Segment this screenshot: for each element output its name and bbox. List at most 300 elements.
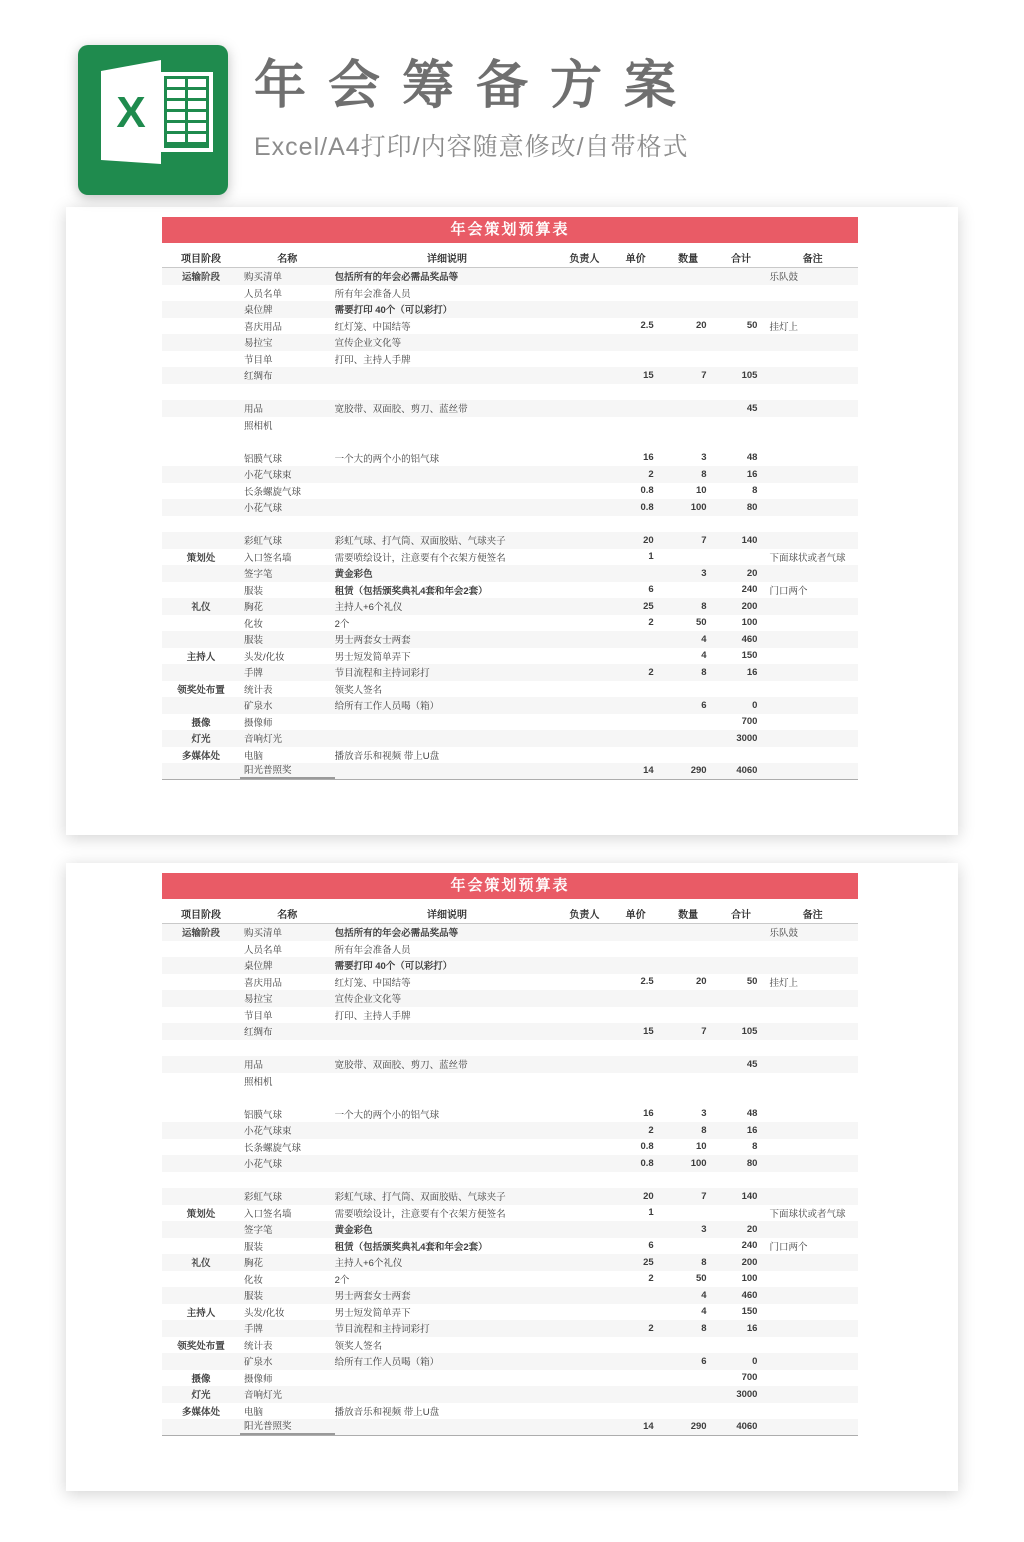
- cell-total: 150: [741, 1306, 758, 1318]
- cell-total: 700: [741, 716, 758, 728]
- cell-quantity: 7: [701, 534, 707, 546]
- cell-stage: 摄像: [191, 717, 211, 729]
- cell-name: 入口签名墙: [243, 552, 292, 564]
- cell-name: 电脑: [243, 1406, 263, 1418]
- cell-note: 门口两个: [769, 585, 808, 597]
- column-header: 单价: [625, 254, 646, 265]
- cell-name: 购买清单: [243, 272, 282, 284]
- cell-name: 铝膜气球: [243, 1109, 282, 1121]
- cell-quantity: 6: [701, 699, 707, 711]
- table-row: [162, 1040, 858, 1057]
- cell-unit-price: 2: [648, 666, 654, 678]
- table-row: [162, 1353, 858, 1370]
- cell-quantity: 8: [701, 468, 707, 480]
- cell-name: 手牌: [243, 668, 263, 680]
- table-row: [162, 974, 858, 991]
- table-header-row: [162, 904, 858, 924]
- table-row: [162, 1238, 858, 1255]
- table-row: [162, 990, 858, 1007]
- cell-total: 50: [746, 320, 758, 332]
- page-header: [0, 0, 1024, 195]
- cell-description: 领奖人签名: [334, 1340, 383, 1352]
- cell-name: 小花气球: [243, 503, 282, 515]
- cell-description: 所有年会准备人员: [334, 944, 411, 956]
- cell-description: 所有年会准备人员: [334, 288, 411, 300]
- cell-stage: 主持人: [186, 1307, 216, 1319]
- cell-unit-price: 20: [643, 1190, 654, 1202]
- table-row: [162, 1337, 858, 1354]
- table-row: [162, 1155, 858, 1172]
- table-row: [162, 1419, 858, 1436]
- cell-name: 小花气球束: [243, 470, 292, 482]
- cell-name: 人员名单: [243, 288, 282, 300]
- cell-unit-price: 1: [648, 1207, 654, 1219]
- cell-unit-price: 1: [648, 551, 654, 563]
- cell-stage: 多媒体处: [181, 750, 220, 762]
- cell-quantity: 50: [695, 617, 707, 629]
- cell-description: 打印、主持人手牌: [334, 1010, 411, 1022]
- cell-total: 20: [746, 567, 758, 579]
- cell-unit-price: 25: [643, 600, 654, 612]
- table-row: [162, 631, 858, 648]
- cell-stage: 策划处: [186, 1208, 216, 1220]
- preview-panel-2[interactable]: [66, 863, 958, 1491]
- table-row: [162, 1056, 858, 1073]
- cell-description: 节目流程和主持词彩打: [334, 1324, 430, 1336]
- table-row: [162, 483, 858, 500]
- cell-description: 男士两套女士两套: [334, 1291, 411, 1303]
- cell-name: 易拉宝: [243, 338, 273, 350]
- budget-sheet: [162, 873, 858, 1436]
- cell-quantity: 50: [695, 1273, 707, 1285]
- column-header: 单价: [625, 910, 646, 921]
- cell-name: 桌位牌: [243, 961, 273, 973]
- cell-stage: 运输阶段: [181, 272, 220, 284]
- cell-unit-price: 16: [643, 452, 654, 464]
- cell-stage: 主持人: [186, 651, 216, 663]
- table-row: [162, 367, 858, 384]
- cell-description: 主持人+6个礼仪: [334, 602, 403, 614]
- column-header: 详细说明: [426, 910, 467, 921]
- cell-name: 胸花: [243, 602, 263, 614]
- table-row: [162, 268, 858, 285]
- table-row: [162, 1287, 858, 1304]
- table-row: [162, 747, 858, 764]
- cell-name: 签字笔: [243, 569, 273, 581]
- cell-description: 播放音乐和视频 带上U盘: [334, 1406, 440, 1418]
- cell-name: 照相机: [243, 1076, 273, 1088]
- cell-unit-price: 2: [648, 1124, 654, 1136]
- cell-description: 红灯笼、中国结等: [334, 321, 411, 333]
- cell-stage: 多媒体处: [181, 1406, 220, 1418]
- cell-description: 节目流程和主持词彩打: [334, 668, 430, 680]
- cell-description: 租赁（包括颁奖典礼4套和年会2套）: [334, 1241, 488, 1253]
- table-row: [162, 1023, 858, 1040]
- cell-quantity: 7: [701, 1025, 707, 1037]
- cell-stage: 摄像: [191, 1373, 211, 1385]
- cell-quantity: 10: [695, 485, 707, 497]
- table-row: [162, 433, 858, 450]
- table-row: [162, 582, 858, 599]
- cell-description: 一个大的两个小的铝气球: [334, 453, 440, 465]
- cell-stage: 运输阶段: [181, 928, 220, 940]
- table-row: [162, 565, 858, 582]
- table-row: [162, 763, 858, 780]
- cell-quantity: 3: [701, 452, 707, 464]
- cell-name: 彩虹气球: [243, 1192, 282, 1204]
- cell-quantity: 6: [701, 1355, 707, 1367]
- cell-unit-price: 2.5: [640, 320, 654, 332]
- cell-stage: 灯光: [191, 734, 211, 746]
- cell-quantity: 20: [695, 976, 707, 988]
- cell-description: 需要喷绘设计，注意要有个衣架方便签名: [334, 1208, 506, 1220]
- cell-total: 140: [741, 534, 758, 546]
- cell-stage: 领奖处布置: [177, 1340, 225, 1352]
- column-header: 名称: [277, 910, 298, 921]
- table-row: [162, 1254, 858, 1271]
- cell-unit-price: 16: [643, 1108, 654, 1120]
- cell-total: 80: [746, 501, 758, 513]
- column-header: 负责人: [569, 254, 600, 265]
- excel-logo-icon: [78, 45, 228, 195]
- cell-total: 80: [746, 1157, 758, 1169]
- cell-quantity: 7: [701, 1190, 707, 1202]
- cell-name: 电脑: [243, 750, 263, 762]
- cell-total: 700: [741, 1372, 758, 1384]
- table-row: [162, 516, 858, 533]
- table-row: [162, 714, 858, 731]
- table-row: [162, 730, 858, 747]
- table-row: [162, 417, 858, 434]
- cell-unit-price: 0.8: [640, 1157, 654, 1169]
- cell-unit-price: 0.8: [640, 485, 654, 497]
- cell-unit-price: 25: [643, 1256, 654, 1268]
- cell-name: 阳光普照奖: [240, 763, 335, 779]
- table-body: [162, 924, 858, 1436]
- table-body: [162, 268, 858, 780]
- table-row: [162, 1188, 858, 1205]
- column-header: 负责人: [569, 910, 600, 921]
- cell-quantity: 4: [701, 633, 707, 645]
- table-row: [162, 301, 858, 318]
- table-row: [162, 957, 858, 974]
- column-header: 数量: [678, 910, 699, 921]
- cell-name: 照相机: [243, 420, 273, 432]
- cell-name: 矿泉水: [243, 1357, 273, 1369]
- cell-quantity: 20: [695, 320, 707, 332]
- cell-name: 统计表: [243, 684, 273, 696]
- table-row: [162, 450, 858, 467]
- cell-name: 服装: [243, 585, 263, 597]
- cell-quantity: 8: [701, 666, 707, 678]
- cell-name: 阳光普照奖: [240, 1419, 335, 1435]
- cell-name: 音响灯光: [243, 734, 282, 746]
- cell-name: 长条螺旋气球: [243, 486, 301, 498]
- table-row: [162, 1205, 858, 1222]
- cell-total: 4060: [736, 1421, 758, 1433]
- table-row: [162, 941, 858, 958]
- cell-stage: 领奖处布置: [177, 684, 225, 696]
- cell-quantity: 4: [701, 1306, 707, 1318]
- cell-name: 节目单: [243, 354, 273, 366]
- cell-name: 喜庆用品: [243, 321, 282, 333]
- table-row: [162, 681, 858, 698]
- cell-total: 16: [746, 1322, 758, 1334]
- cell-quantity: 8: [701, 600, 707, 612]
- table-row: [162, 1221, 858, 1238]
- column-header: 项目阶段: [180, 910, 221, 921]
- table-row: [162, 615, 858, 632]
- cell-description: 宣传企业文化等: [334, 994, 402, 1006]
- cell-unit-price: 2: [648, 617, 654, 629]
- cell-name: 头发/化妆: [243, 651, 285, 663]
- cell-quantity: 290: [690, 1421, 707, 1433]
- table-row: [162, 1271, 858, 1288]
- cell-description: 领奖人签名: [334, 684, 383, 696]
- cell-description: 男士两套女士两套: [334, 635, 411, 647]
- table-row: [162, 334, 858, 351]
- sheet-title-banner: 年会策划预算表: [162, 217, 858, 243]
- cell-unit-price: 0.8: [640, 501, 654, 513]
- cell-description: 男士短发简单弄下: [334, 651, 411, 663]
- cell-total: 105: [741, 1025, 758, 1037]
- cell-unit-price: 0.8: [640, 1141, 654, 1153]
- cell-stage: 灯光: [191, 1390, 211, 1402]
- cell-name: 桌位牌: [243, 305, 273, 317]
- cell-total: 100: [741, 1273, 758, 1285]
- cell-total: 48: [746, 1108, 758, 1120]
- table-header-row: [162, 248, 858, 268]
- cell-total: 200: [741, 600, 758, 612]
- cell-quantity: 290: [690, 765, 707, 777]
- cell-description: 男士短发简单弄下: [334, 1307, 411, 1319]
- cell-description: 2个: [334, 618, 350, 630]
- table-row: [162, 924, 858, 941]
- table-row: [162, 1403, 858, 1420]
- cell-description: 一个大的两个小的铝气球: [334, 1109, 440, 1121]
- cell-note: 乐队鼓: [769, 928, 798, 940]
- cell-unit-price: 2.5: [640, 976, 654, 988]
- column-header: 数量: [678, 254, 699, 265]
- cell-total: 8: [752, 1141, 758, 1153]
- table-row: [162, 1139, 858, 1156]
- cell-total: 0: [752, 1355, 758, 1367]
- cell-description: 黄金彩色: [334, 569, 373, 581]
- cell-total: 4060: [736, 765, 758, 777]
- cell-total: 460: [741, 633, 758, 645]
- cell-name: 签字笔: [243, 1225, 273, 1237]
- cell-quantity: 100: [690, 1157, 707, 1169]
- sheet-title-banner: 年会策划预算表: [162, 873, 858, 899]
- cell-total: 105: [741, 369, 758, 381]
- cell-name: 彩虹气球: [243, 536, 282, 548]
- page-title: 年会筹备方案: [254, 58, 699, 115]
- table-row: [162, 1304, 858, 1321]
- table-row: [162, 318, 858, 335]
- cell-unit-price: 14: [643, 1421, 654, 1433]
- cell-quantity: 8: [701, 1256, 707, 1268]
- title-block: [228, 45, 698, 163]
- cell-name: 易拉宝: [243, 994, 273, 1006]
- cell-unit-price: 6: [648, 584, 654, 596]
- cell-name: 服装: [243, 1291, 263, 1303]
- table-row: [162, 1370, 858, 1387]
- table-row: [162, 499, 858, 516]
- cell-name: 化妆: [243, 618, 263, 630]
- cell-note: 下面球状或者气球: [769, 552, 846, 564]
- column-header: 备注: [802, 910, 823, 921]
- cell-total: 150: [741, 650, 758, 662]
- cell-quantity: 3: [701, 1223, 707, 1235]
- table-row: [162, 1089, 858, 1106]
- cell-total: 0: [752, 699, 758, 711]
- cell-name: 音响灯光: [243, 1390, 282, 1402]
- cell-note: 门口两个: [769, 1241, 808, 1253]
- table-row: [162, 648, 858, 665]
- cell-description: 需要打印 40个（可以彩打）: [334, 305, 453, 317]
- cell-quantity: 8: [701, 1124, 707, 1136]
- cell-total: 140: [741, 1190, 758, 1202]
- cell-total: 16: [746, 468, 758, 480]
- cell-total: 48: [746, 452, 758, 464]
- cell-quantity: 7: [701, 369, 707, 381]
- cell-name: 长条螺旋气球: [243, 1142, 301, 1154]
- cell-name: 头发/化妆: [243, 1307, 285, 1319]
- cell-total: 3000: [736, 732, 758, 744]
- cell-note: 挂灯上: [769, 321, 798, 333]
- cell-total: 3000: [736, 1388, 758, 1400]
- column-header: 详细说明: [426, 254, 467, 265]
- cell-name: 红绸布: [243, 371, 273, 383]
- cell-name: 手牌: [243, 1324, 263, 1336]
- cell-total: 45: [746, 402, 758, 414]
- cell-quantity: 8: [701, 1322, 707, 1334]
- cell-name: 购买清单: [243, 928, 282, 940]
- cell-description: 黄金彩色: [334, 1225, 373, 1237]
- cell-total: 20: [746, 1223, 758, 1235]
- cell-name: 统计表: [243, 1340, 273, 1352]
- column-header: 项目阶段: [180, 254, 221, 265]
- cell-stage: 礼仪: [191, 602, 211, 614]
- cell-stage: 礼仪: [191, 1258, 211, 1270]
- table-row: [162, 1073, 858, 1090]
- table-row: [162, 697, 858, 714]
- column-header: 名称: [277, 254, 298, 265]
- cell-description: 宣传企业文化等: [334, 338, 402, 350]
- cell-name: 矿泉水: [243, 701, 273, 713]
- table-row: [162, 1007, 858, 1024]
- cell-quantity: 4: [701, 1289, 707, 1301]
- column-header: 合计: [731, 254, 751, 265]
- column-header: 合计: [731, 910, 751, 921]
- budget-sheet: [162, 217, 858, 780]
- cell-name: 铝膜气球: [243, 453, 282, 465]
- cell-unit-price: 15: [643, 1025, 654, 1037]
- table-row: [162, 466, 858, 483]
- table-row: [162, 1122, 858, 1139]
- cell-name: 服装: [243, 1241, 263, 1253]
- cell-quantity: 3: [701, 567, 707, 579]
- cell-unit-price: 2: [648, 1322, 654, 1334]
- cell-quantity: 100: [690, 501, 707, 513]
- cell-total: 240: [741, 584, 758, 596]
- cell-note: 下面球状或者气球: [769, 1208, 846, 1220]
- cell-total: 460: [741, 1289, 758, 1301]
- cell-name: 入口签名墙: [243, 1208, 292, 1220]
- cell-total: 200: [741, 1256, 758, 1268]
- cell-description: 主持人+6个礼仪: [334, 1258, 403, 1270]
- cell-description: 彩虹气球、打气筒、双面胶贴、气球夹子: [334, 1192, 506, 1204]
- cell-stage: 策划处: [186, 552, 216, 564]
- cell-name: 红绸布: [243, 1027, 273, 1039]
- cell-name: 小花气球: [243, 1159, 282, 1171]
- table-row: [162, 532, 858, 549]
- svg-text:X: X: [116, 88, 146, 137]
- cell-name: 节目单: [243, 1010, 273, 1022]
- cell-quantity: 4: [701, 650, 707, 662]
- cell-unit-price: 15: [643, 369, 654, 381]
- cell-quantity: 10: [695, 1141, 707, 1153]
- cell-quantity: 3: [701, 1108, 707, 1120]
- table-row: [162, 598, 858, 615]
- cell-description: 包括所有的年会必需品奖品等: [334, 272, 459, 284]
- cell-description: 红灯笼、中国结等: [334, 977, 411, 989]
- cell-total: 50: [746, 976, 758, 988]
- table-row: [162, 1172, 858, 1189]
- cell-description: 给所有工作人员喝（箱）: [334, 701, 440, 713]
- cell-total: 45: [746, 1058, 758, 1070]
- cell-total: 240: [741, 1240, 758, 1252]
- table-row: [162, 664, 858, 681]
- cell-description: 打印、主持人手牌: [334, 354, 411, 366]
- cell-unit-price: 6: [648, 1240, 654, 1252]
- cell-name: 人员名单: [243, 944, 282, 956]
- cell-total: 100: [741, 617, 758, 629]
- cell-description: 彩虹气球、打气筒、双面胶贴、气球夹子: [334, 536, 506, 548]
- cell-name: 摄像师: [243, 717, 273, 729]
- cell-total: 8: [752, 485, 758, 497]
- cell-name: 用品: [243, 1060, 263, 1072]
- cell-name: 小花气球束: [243, 1126, 292, 1138]
- table-row: [162, 549, 858, 566]
- cell-description: 宽胶带、双面胶、剪刀、蓝丝带: [334, 1060, 468, 1072]
- cell-description: 包括所有的年会必需品奖品等: [334, 928, 459, 940]
- cell-unit-price: 2: [648, 1273, 654, 1285]
- table-row: [162, 384, 858, 401]
- cell-unit-price: 2: [648, 468, 654, 480]
- cell-name: 摄像师: [243, 1373, 273, 1385]
- cell-total: 16: [746, 1124, 758, 1136]
- cell-name: 化妆: [243, 1274, 263, 1286]
- table-row: [162, 1320, 858, 1337]
- table-row: [162, 285, 858, 302]
- table-row: [162, 400, 858, 417]
- preview-panel-1[interactable]: [66, 207, 958, 835]
- cell-name: 胸花: [243, 1258, 263, 1270]
- cell-description: 2个: [334, 1274, 350, 1286]
- cell-note: 挂灯上: [769, 977, 798, 989]
- cell-unit-price: 20: [643, 534, 654, 546]
- cell-description: 宽胶带、双面胶、剪刀、蓝丝带: [334, 404, 468, 416]
- table-row: [162, 1106, 858, 1123]
- cell-unit-price: 14: [643, 765, 654, 777]
- cell-total: 16: [746, 666, 758, 678]
- cell-description: 播放音乐和视频 带上U盘: [334, 750, 440, 762]
- cell-description: 给所有工作人员喝（箱）: [334, 1357, 440, 1369]
- cell-name: 服装: [243, 635, 263, 647]
- cell-note: 乐队鼓: [769, 272, 798, 284]
- cell-description: 需要喷绘设计，注意要有个衣架方便签名: [334, 552, 506, 564]
